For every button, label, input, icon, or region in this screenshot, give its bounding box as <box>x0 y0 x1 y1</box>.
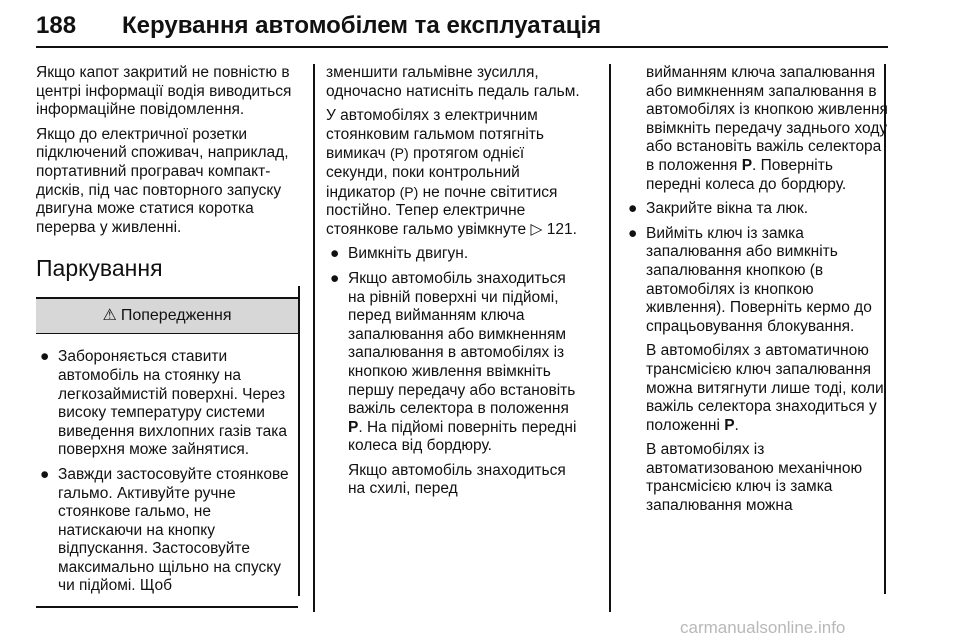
column-3 <box>624 64 888 522</box>
paragraph-brake-force: зменшити гальмівне зусилля, одночасно натисніть педаль гальм. <box>326 64 580 100</box>
paragraph-socket: Якщо до електричної розетки підключений споживач, наприклад, портативний програвач компакт-дисків, під час повторного запуску двигуна може статися коротка перерва у живленні. <box>36 125 289 236</box>
column-divider-left <box>313 64 315 612</box>
bullet-icon: ● <box>40 348 50 366</box>
list-item: ● Якщо автомобіль знаходиться на рівній поверхні чи підйомі, перед вийманням ключа запалювання або вимкненням запалювання в автомобілях із кнопкою живлення ввімкніть першу передачу або встановіть важіль селектора в положення P. На підйомі поверніть передні колеса від бордюру. <box>330 269 577 455</box>
bullet-icon: ● <box>40 465 50 483</box>
watermark: carmanualsonline.info <box>680 618 846 637</box>
warning-title: Попередження <box>120 307 232 325</box>
warning-item-text: Завжди застосовуйте стоянкове гальмо. Активуйте ручне стоянкове гальмо, не натискаючи на кнопку відпускання. Застосовуйте максимально щільно на спуску чи підйомі. Щоб <box>58 465 289 595</box>
warning-item-text: Забороняється ставити автомобіль на стоянку на легкозаймистій поверхні. Через високу температуру системи виведення вихлопних газів така поверхня може зайнятися. <box>58 348 288 459</box>
column-2 <box>326 64 584 505</box>
warning-header <box>36 299 298 334</box>
warning-box <box>36 297 298 608</box>
paragraph-automatic-transmission: В автомобілях з автоматичною трансмісією ключ запалювання можна витягнути лише тоді, коли важіль селектора знаходиться у положенні P. <box>646 342 884 434</box>
parking-brake-indicator-icon: (P) <box>399 183 419 200</box>
page-reference-link[interactable]: ▷ 121. <box>530 220 577 238</box>
list-item: ● Вимкніть двигун. <box>330 245 469 263</box>
paragraph-bonnet: Якщо капот закритий не повністю в центрі інформації водія виводиться інформаційне повідомлення. <box>36 64 292 119</box>
parking-brake-icon: (P) <box>390 145 409 162</box>
bullet-icon: ● <box>330 245 340 263</box>
list-item <box>36 348 298 460</box>
list-item: ● Закрийте вікна та люк. <box>628 200 809 218</box>
column-divider-right <box>609 64 611 612</box>
page-number: 188 <box>36 12 77 39</box>
warning-triangle-icon: ⚠ <box>102 307 117 325</box>
paragraph-automated-manual: В автомобілях із автоматизованою механічною трансмісією ключ із замка запалювання можна <box>646 441 863 515</box>
page-title: Керування автомобілем та експлуатація <box>122 12 602 39</box>
bullet-icon: ● <box>628 224 638 242</box>
section-title-parking: Паркування <box>36 255 163 282</box>
page-header <box>36 6 888 46</box>
bullet-icon: ● <box>330 269 340 287</box>
paragraph-slope: Якщо автомобіль знаходиться на схилі, перед <box>348 461 566 498</box>
column-1 <box>36 64 298 608</box>
warning-box-right-edge <box>298 286 300 596</box>
list-item <box>36 466 298 596</box>
bullet-icon: ● <box>628 200 638 218</box>
list-item: ● Вийміть ключ із замка запалювання або вимкніть запалювання кнопкою (в автомобілях із кнопкою живлення). Поверніть кермо до спрацьовування блокування. <box>628 224 872 335</box>
warning-body <box>36 334 298 606</box>
paragraph-electric-brake: У автомобілях з електричним стоянковим гальмом потягніть вимикач (P) протягом однієї секунди, поки контрольний індикатор (P) не почне світитися постійно. Тепер електричне стоянкове гальмо увімкнуте ▷ 121. <box>326 107 577 238</box>
header-divider <box>36 46 888 48</box>
paragraph-reverse-gear: вийманням ключа запалювання або вимкненням запалювання в автомобілях із кнопкою живлення ввімкніть передачу заднього ходу або встановіть важіль селектора в положення P. Поверніть передні колеса до бордюру. <box>646 64 888 193</box>
